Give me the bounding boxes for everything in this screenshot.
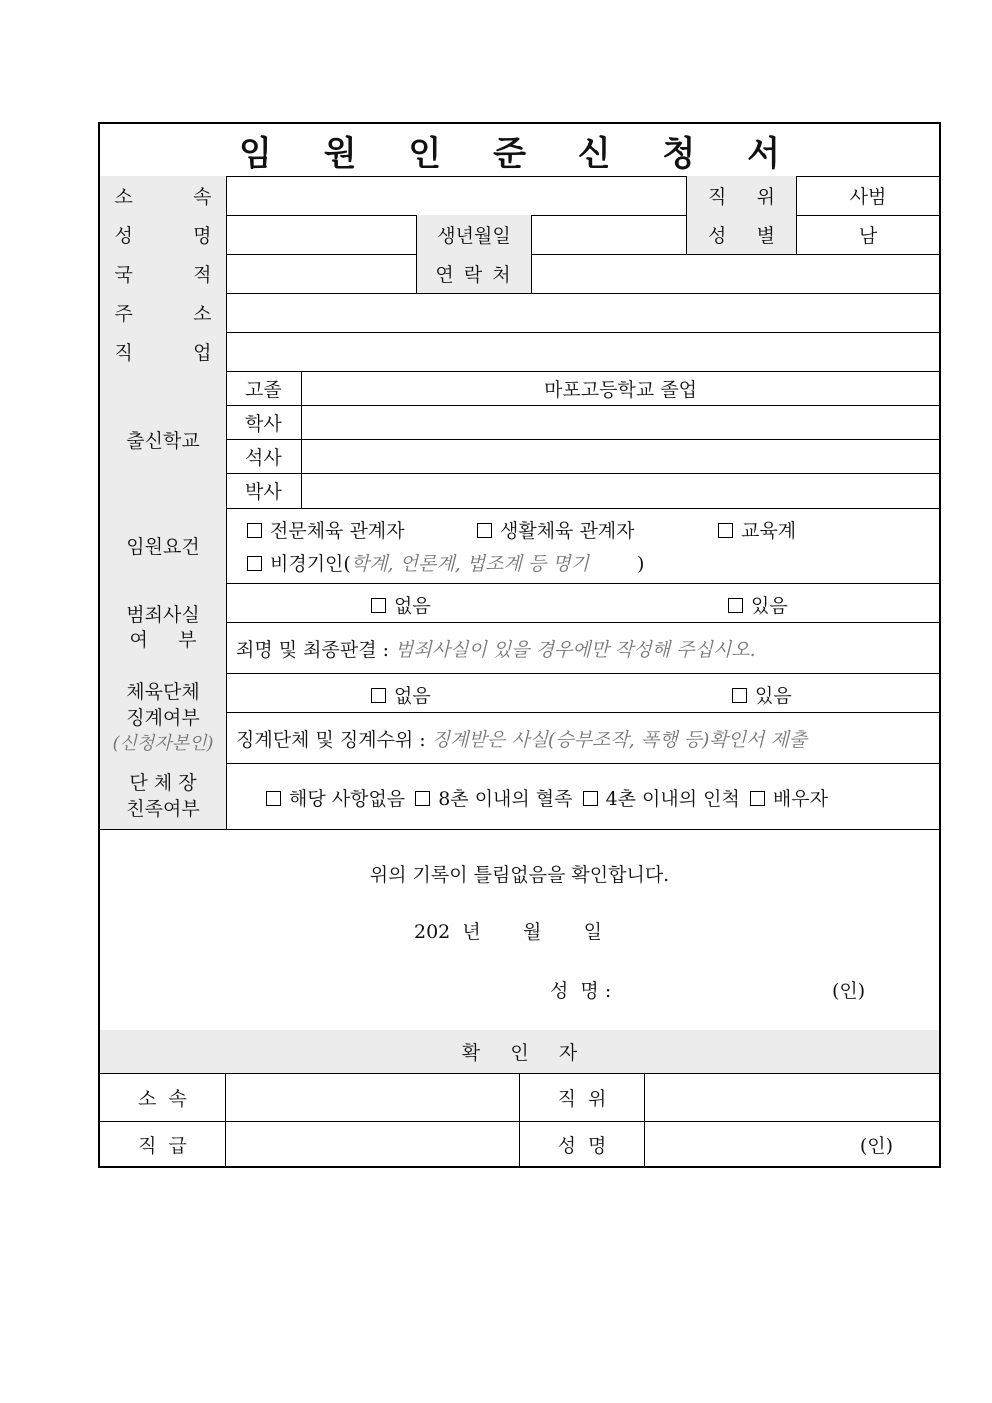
requirement-label: 임원요건 xyxy=(100,508,226,583)
relative-none-label: 해당 사항없음 xyxy=(289,788,406,810)
name-row xyxy=(100,215,939,255)
relative-label xyxy=(100,763,226,829)
criminal-label-line2: 여 부 xyxy=(129,629,197,651)
checkbox-icon[interactable] xyxy=(247,523,262,538)
relative-spouse[interactable] xyxy=(750,788,828,810)
option-nonsports-hint: 학계, 언론계, 법조계 등 명기 xyxy=(350,553,589,575)
verifier-header-row xyxy=(100,1030,939,1074)
discipline-detail-label: 징계단체 및 징계수위 : xyxy=(236,729,426,751)
discipline-exists[interactable] xyxy=(732,681,792,708)
criminal-label xyxy=(100,583,226,673)
relative-spouse-label: 배우자 xyxy=(772,788,828,810)
affiliation-label: 소 속 xyxy=(100,176,226,215)
name-label: 성 명 xyxy=(100,215,226,254)
occupation-label: 직 업 xyxy=(100,332,226,371)
verifier-position-field[interactable] xyxy=(645,1073,939,1121)
discipline-detail[interactable] xyxy=(236,725,807,752)
affiliation-row xyxy=(100,176,939,216)
confirmation-statement: 위의 기록이 틀림없음을 확인합니다. xyxy=(369,864,670,886)
relative-label-line1: 단 체 장 xyxy=(129,772,197,794)
checkbox-icon[interactable] xyxy=(266,791,281,806)
contact-label: 연 락 처 xyxy=(417,254,531,293)
nationality-row xyxy=(100,254,939,294)
relative-blood[interactable] xyxy=(415,788,572,810)
option-pro-label: 전문체육 관계자 xyxy=(270,520,405,542)
contact-field[interactable] xyxy=(532,254,939,293)
verifier-header: 확 인 자 xyxy=(461,1042,578,1064)
option-nonsports-label: 비경기인( xyxy=(270,553,351,575)
discipline-exists-label: 있음 xyxy=(755,685,792,707)
gender-field[interactable]: 남 xyxy=(858,225,878,247)
option-life[interactable] xyxy=(477,516,635,543)
checkbox-icon[interactable] xyxy=(415,791,430,806)
birthdate-label: 생년월일 xyxy=(417,215,531,254)
relative-inlaw-label: 4촌 이내의 인척 xyxy=(605,788,740,810)
checkbox-icon[interactable] xyxy=(750,791,765,806)
relative-inlaw[interactable] xyxy=(583,788,740,810)
discipline-label-line2: 징계여부 xyxy=(126,707,200,729)
relative-section xyxy=(100,763,939,830)
criminal-none-label: 없음 xyxy=(394,595,431,617)
occupation-row xyxy=(100,332,939,372)
verifier-rank-field[interactable] xyxy=(226,1121,519,1168)
criminal-label-line1: 범죄사실 xyxy=(126,604,200,626)
criminal-detail[interactable] xyxy=(236,635,756,662)
verifier-affiliation-label: 소 속 xyxy=(138,1087,187,1110)
requirement-section xyxy=(100,508,939,584)
criminal-detail-hint: 범죄사실이 있을 경우에만 작성해 주십시오. xyxy=(395,639,756,661)
page-title: 임 원 인 준 신 청 서 xyxy=(239,133,800,174)
verifier-name-field[interactable] xyxy=(645,1121,939,1168)
school-level-3: 석사 xyxy=(245,447,282,469)
school-level-1: 고졸 xyxy=(245,379,282,401)
verifier-row-1 xyxy=(100,1073,939,1122)
checkbox-icon[interactable] xyxy=(477,523,492,538)
criminal-section xyxy=(100,583,939,674)
checkbox-icon[interactable] xyxy=(371,688,386,703)
confirmation-signer-label: 성 명 : xyxy=(550,980,612,1002)
verifier-position-label: 직 위 xyxy=(557,1087,607,1110)
criminal-exists-label: 있음 xyxy=(751,595,788,617)
checkbox-icon[interactable] xyxy=(583,791,598,806)
option-edu-label: 교육계 xyxy=(741,520,797,542)
verifier-affiliation-field[interactable] xyxy=(226,1073,519,1121)
title-row xyxy=(100,124,939,177)
checkbox-icon[interactable] xyxy=(718,523,733,538)
verifier-seal: (인) xyxy=(859,1135,893,1157)
option-life-label: 생활체육 관계자 xyxy=(500,520,635,542)
discipline-label-line3: (신청자본인) xyxy=(112,733,214,754)
confirmation-section xyxy=(100,829,939,1031)
relative-blood-label: 8촌 이내의 혈족 xyxy=(438,788,573,810)
confirmation-seal[interactable]: (인) xyxy=(832,980,866,1002)
option-nonsports[interactable] xyxy=(247,549,644,576)
school-name-2[interactable] xyxy=(302,409,939,435)
confirmation-date[interactable]: 202 년 월 일 xyxy=(414,921,602,943)
name-field[interactable] xyxy=(227,215,416,254)
position-field[interactable]: 사범 xyxy=(849,186,887,208)
affiliation-field[interactable] xyxy=(227,176,686,215)
checkbox-icon[interactable] xyxy=(732,688,747,703)
relative-label-line2: 친족여부 xyxy=(126,798,200,820)
verifier-row-2 xyxy=(100,1121,939,1168)
discipline-detail-hint: 징계받은 사실(승부조작, 폭행 등)확인서 제출 xyxy=(431,729,808,751)
address-label: 주 소 xyxy=(100,293,226,332)
option-pro[interactable] xyxy=(247,516,405,543)
school-level-2: 학사 xyxy=(245,413,282,435)
criminal-none[interactable] xyxy=(371,591,431,618)
checkbox-icon[interactable] xyxy=(728,598,743,613)
criminal-exists[interactable] xyxy=(728,591,788,618)
verifier-rank-label: 직 급 xyxy=(138,1135,187,1157)
discipline-label xyxy=(100,673,226,763)
nationality-label: 국 적 xyxy=(100,254,226,293)
gender-label: 성 별 xyxy=(687,215,796,254)
relative-none[interactable] xyxy=(266,788,405,810)
address-field[interactable] xyxy=(227,293,939,332)
checkbox-icon[interactable] xyxy=(371,598,386,613)
school-name-3[interactable] xyxy=(302,443,939,469)
address-row xyxy=(100,293,939,333)
discipline-none-label: 없음 xyxy=(394,685,431,707)
option-nonsports-close: ) xyxy=(636,553,645,575)
school-name-1[interactable]: 마포고등학교 졸업 xyxy=(544,379,697,401)
relative-options xyxy=(266,784,828,811)
discipline-section xyxy=(100,673,939,764)
occupation-field[interactable] xyxy=(227,332,939,371)
position-label: 직 위 xyxy=(687,176,796,215)
nationality-field[interactable] xyxy=(227,254,416,293)
verifier-name-label: 성 명 xyxy=(557,1135,607,1157)
school-section xyxy=(100,371,939,509)
application-form xyxy=(98,122,941,1168)
discipline-none[interactable] xyxy=(371,681,431,708)
school-level-4: 박사 xyxy=(245,481,282,503)
option-edu[interactable] xyxy=(718,516,796,543)
school-label: 출신학교 xyxy=(100,371,226,508)
criminal-detail-label: 죄명 및 최종판결 : xyxy=(236,639,389,661)
school-name-4[interactable] xyxy=(302,477,939,503)
checkbox-icon[interactable] xyxy=(247,556,262,571)
birthdate-field[interactable] xyxy=(532,215,686,254)
discipline-label-line1: 체육단체 xyxy=(126,681,200,703)
